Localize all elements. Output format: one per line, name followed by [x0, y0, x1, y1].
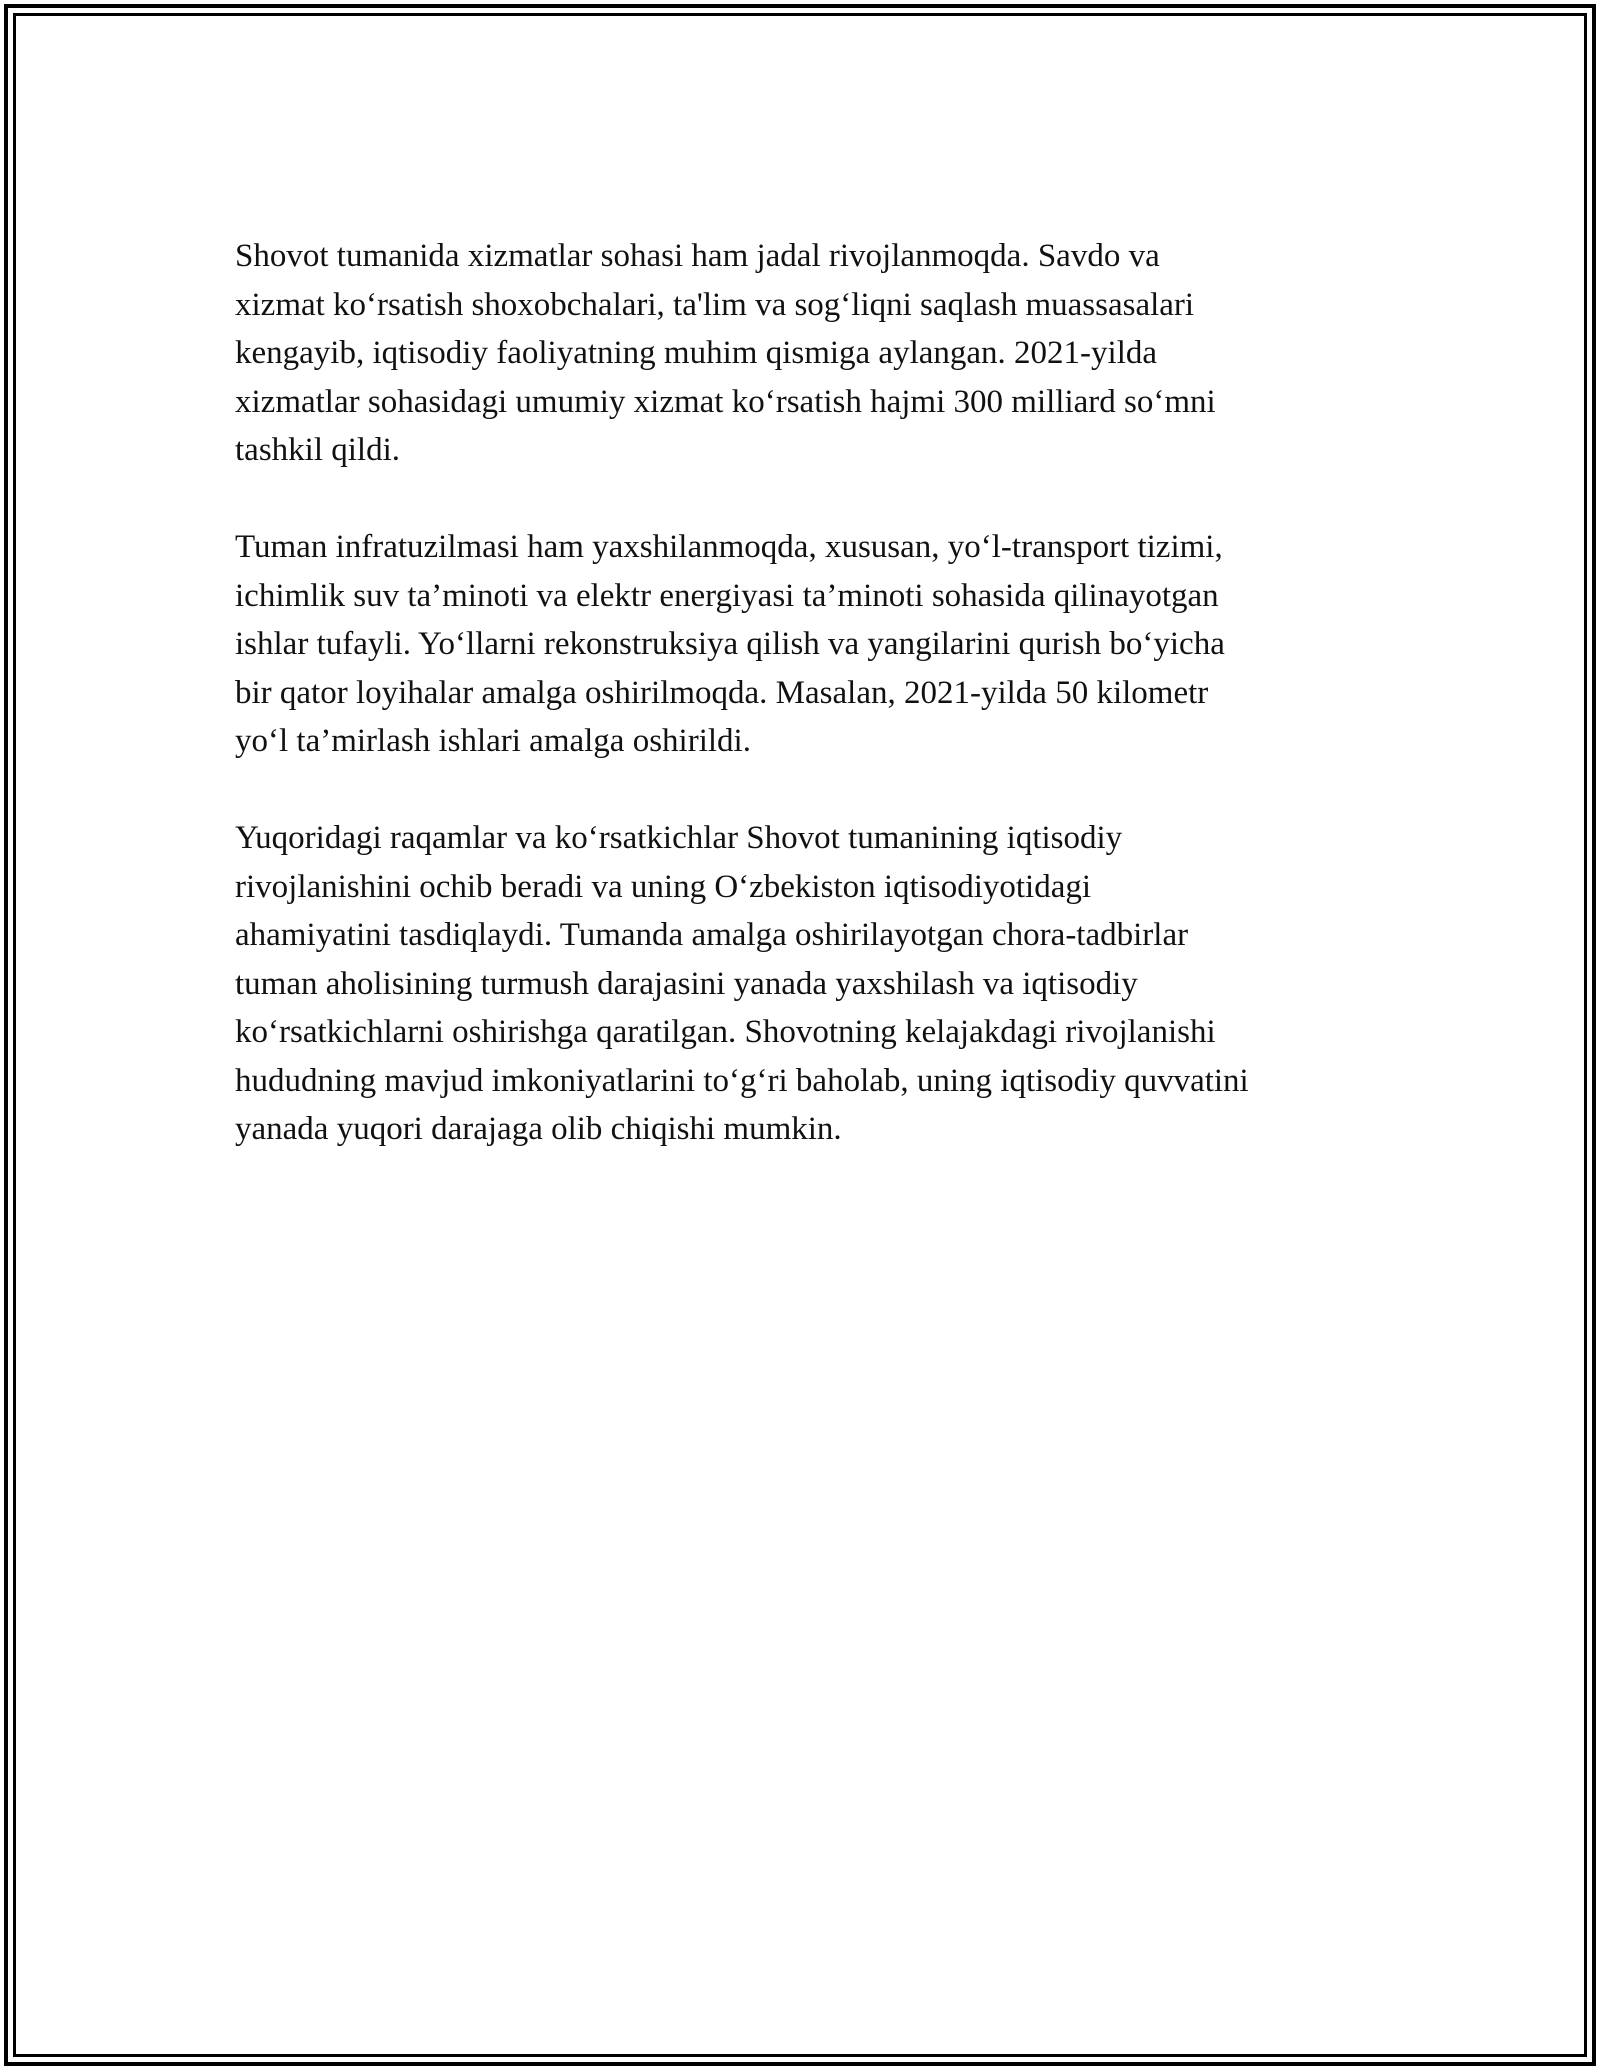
paragraph-conclusion: Yuqoridagi raqamlar va ko‘rsatkichlar Shovot tumanining iqtisodiy rivojlanishini ochib beradi va uning O‘zbekiston iqtisodiyotidagi ahamiyatini tasdiqlaydi. Tumanda amalga oshirilayotgan chora-tadbirlar tuman aholisining turmush darajasini yanada yaxshilash va iqtisodiy ko‘rsatkichlarni oshirishga qaratilgan. Shovotning kelajakdagi rivojlanishi hududning mavjud imkoniyatlarini to‘g‘ri baholab, uning iqtisodiy quvvatini yanada yuqori darajaga olib chiqishi mumkin. — [235, 820, 1249, 1147]
paragraph-services: Shovot tumanida xizmatlar sohasi ham jadal rivojlanmoqda. Savdo va xizmat ko‘rsatish shoxobchalari, ta'lim va sog‘liqni saqlash muassasalari kengayib, iqtisodiy faoliyatning muhim qismiga aylangan. 2021-yilda xizmatlar sohasidagi umumiy xizmat ko‘rsatish hajmi 300 milliard so‘mni tashkil qildi. — [235, 238, 1216, 468]
document-body — [235, 232, 1385, 1202]
paragraph-infrastructure: Tuman infratuzilmasi ham yaxshilanmoqda, xususan, yo‘l-transport tizimi, ichimlik suv ta’minoti va elektr energiyasi ta’minoti sohasida qilinayotgan ishlar tufayli. Yo‘llarni rekonstruksiya qilish va yangilarini qurish bo‘yicha bir qator loyihalar amalga oshirilmoqda. Masalan, 2021-yilda 50 kilometr yo‘l ta’mirlash ishlari amalga oshirildi. — [235, 529, 1225, 759]
